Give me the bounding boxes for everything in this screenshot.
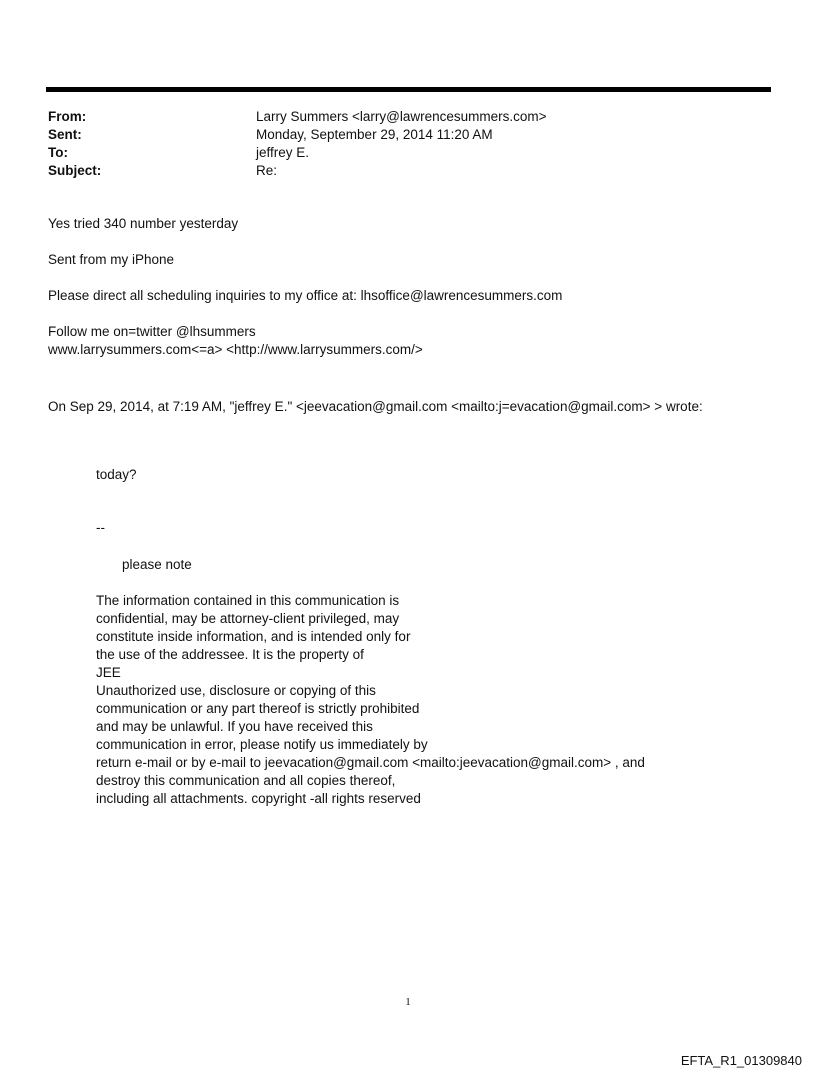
- disclaimer-line: communication or any part thereof is strictly prohibited: [96, 701, 420, 716]
- body-line-1: Yes tried 340 number yesterday: [48, 216, 239, 231]
- sent-label: Sent:: [48, 127, 82, 142]
- disclaimer-line: and may be unlawful. If you have received this: [96, 719, 373, 734]
- please-note: please note: [122, 557, 192, 572]
- body-line-5: www.larrysummers.com<=a> <http://www.larrysummers.com/>: [48, 342, 423, 357]
- disclaimer-line: Unauthorized use, disclosure or copying of this: [96, 683, 376, 698]
- sent-value: Monday, September 29, 2014 11:20 AM: [256, 127, 493, 142]
- from-label: From:: [48, 109, 87, 124]
- signature-separator: --: [96, 520, 105, 535]
- body-line-4: Follow me on=twitter @lhsummers: [48, 324, 256, 339]
- disclaimer-line: confidential, may be attorney-client privileged, may: [96, 611, 400, 626]
- disclaimer-line: The information contained in this communication is: [96, 593, 400, 608]
- disclaimer-line: return e-mail or by e-mail to jeevacation@gmail.com <mailto:jeevacation@gmail.com> , and: [96, 755, 645, 770]
- page-number: 1: [405, 996, 411, 1008]
- subject-value: Re:: [256, 163, 278, 178]
- subject-label: Subject:: [48, 163, 102, 178]
- document-id: EFTA_R1_01309840: [680, 1053, 802, 1068]
- disclaimer-line: constitute inside information, and is intended only for: [96, 629, 411, 644]
- quoted-today: today?: [96, 467, 137, 482]
- body-line-2: Sent from my iPhone: [48, 252, 175, 267]
- from-value: Larry Summers <larry@lawrencesummers.com>: [256, 109, 547, 124]
- quote-intro: On Sep 29, 2014, at 7:19 AM, "jeffrey E." <jeevacation@gmail.com <mailto:j=evacation@gmail.com> > wrote:: [48, 399, 703, 414]
- body-line-3: Please direct all scheduling inquiries to my office at: lhsoffice@lawrencesummers.com: [48, 288, 563, 303]
- disclaimer-line: the use of the addressee. It is the property of: [96, 647, 364, 662]
- disclaimer-line: destroy this communication and all copies thereof,: [96, 773, 396, 788]
- disclaimer-line: communication in error, please notify us immediately by: [96, 737, 428, 752]
- disclaimer-line: JEE: [96, 665, 121, 680]
- to-value: jeffrey E.: [256, 145, 310, 160]
- to-label: To:: [48, 145, 68, 160]
- disclaimer-line: including all attachments. copyright -all rights reserved: [96, 791, 421, 806]
- header-divider: [46, 87, 771, 92]
